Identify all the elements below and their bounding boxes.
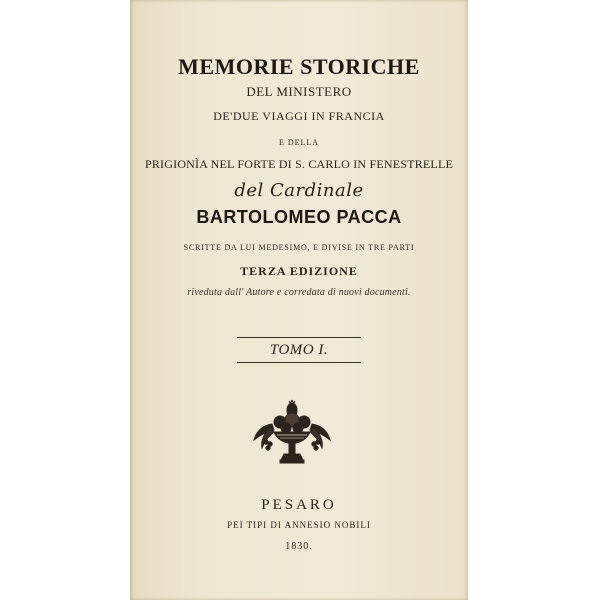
imprint-printer: PEI TIPI DI ANNESIO NOBILI	[227, 520, 371, 530]
main-title: MEMORIE STORICHE	[178, 54, 420, 79]
revision-note: riveduta dall' Autore e corredata di nuovi documenti.	[187, 287, 411, 298]
subtitle-line-ministero: DEL MINISTERO	[246, 84, 352, 99]
subtitle-line-cardinale: del Cardinale	[234, 180, 364, 201]
imprint-place: PESARO	[261, 497, 337, 513]
imprint-year: 1830.	[285, 541, 313, 552]
volume-rule-bottom	[237, 362, 361, 363]
author-name: BARTOLOMEO PACCA	[196, 207, 402, 227]
volume-label: TOMO I.	[269, 342, 329, 358]
edition-label: TERZA EDIZIONE	[240, 264, 358, 278]
subtitle-line-viaggi: DE'DUE VIAGGI IN FRANCIA	[213, 109, 385, 123]
subtitle-line-e-della: E DELLA	[278, 138, 320, 147]
volume-rule-top	[237, 337, 361, 338]
fruit-basket-vignette-icon	[250, 398, 334, 466]
title-page	[130, 0, 468, 600]
subtitle-line-prigionia: PRIGIONÌA NEL FORTE DI S. CARLO IN FENESTRELLE	[144, 157, 454, 171]
subtitle-line-scritte: SCRITTE DA LUI MEDESIMO, E DIVISE IN TRE PARTI	[183, 243, 415, 252]
